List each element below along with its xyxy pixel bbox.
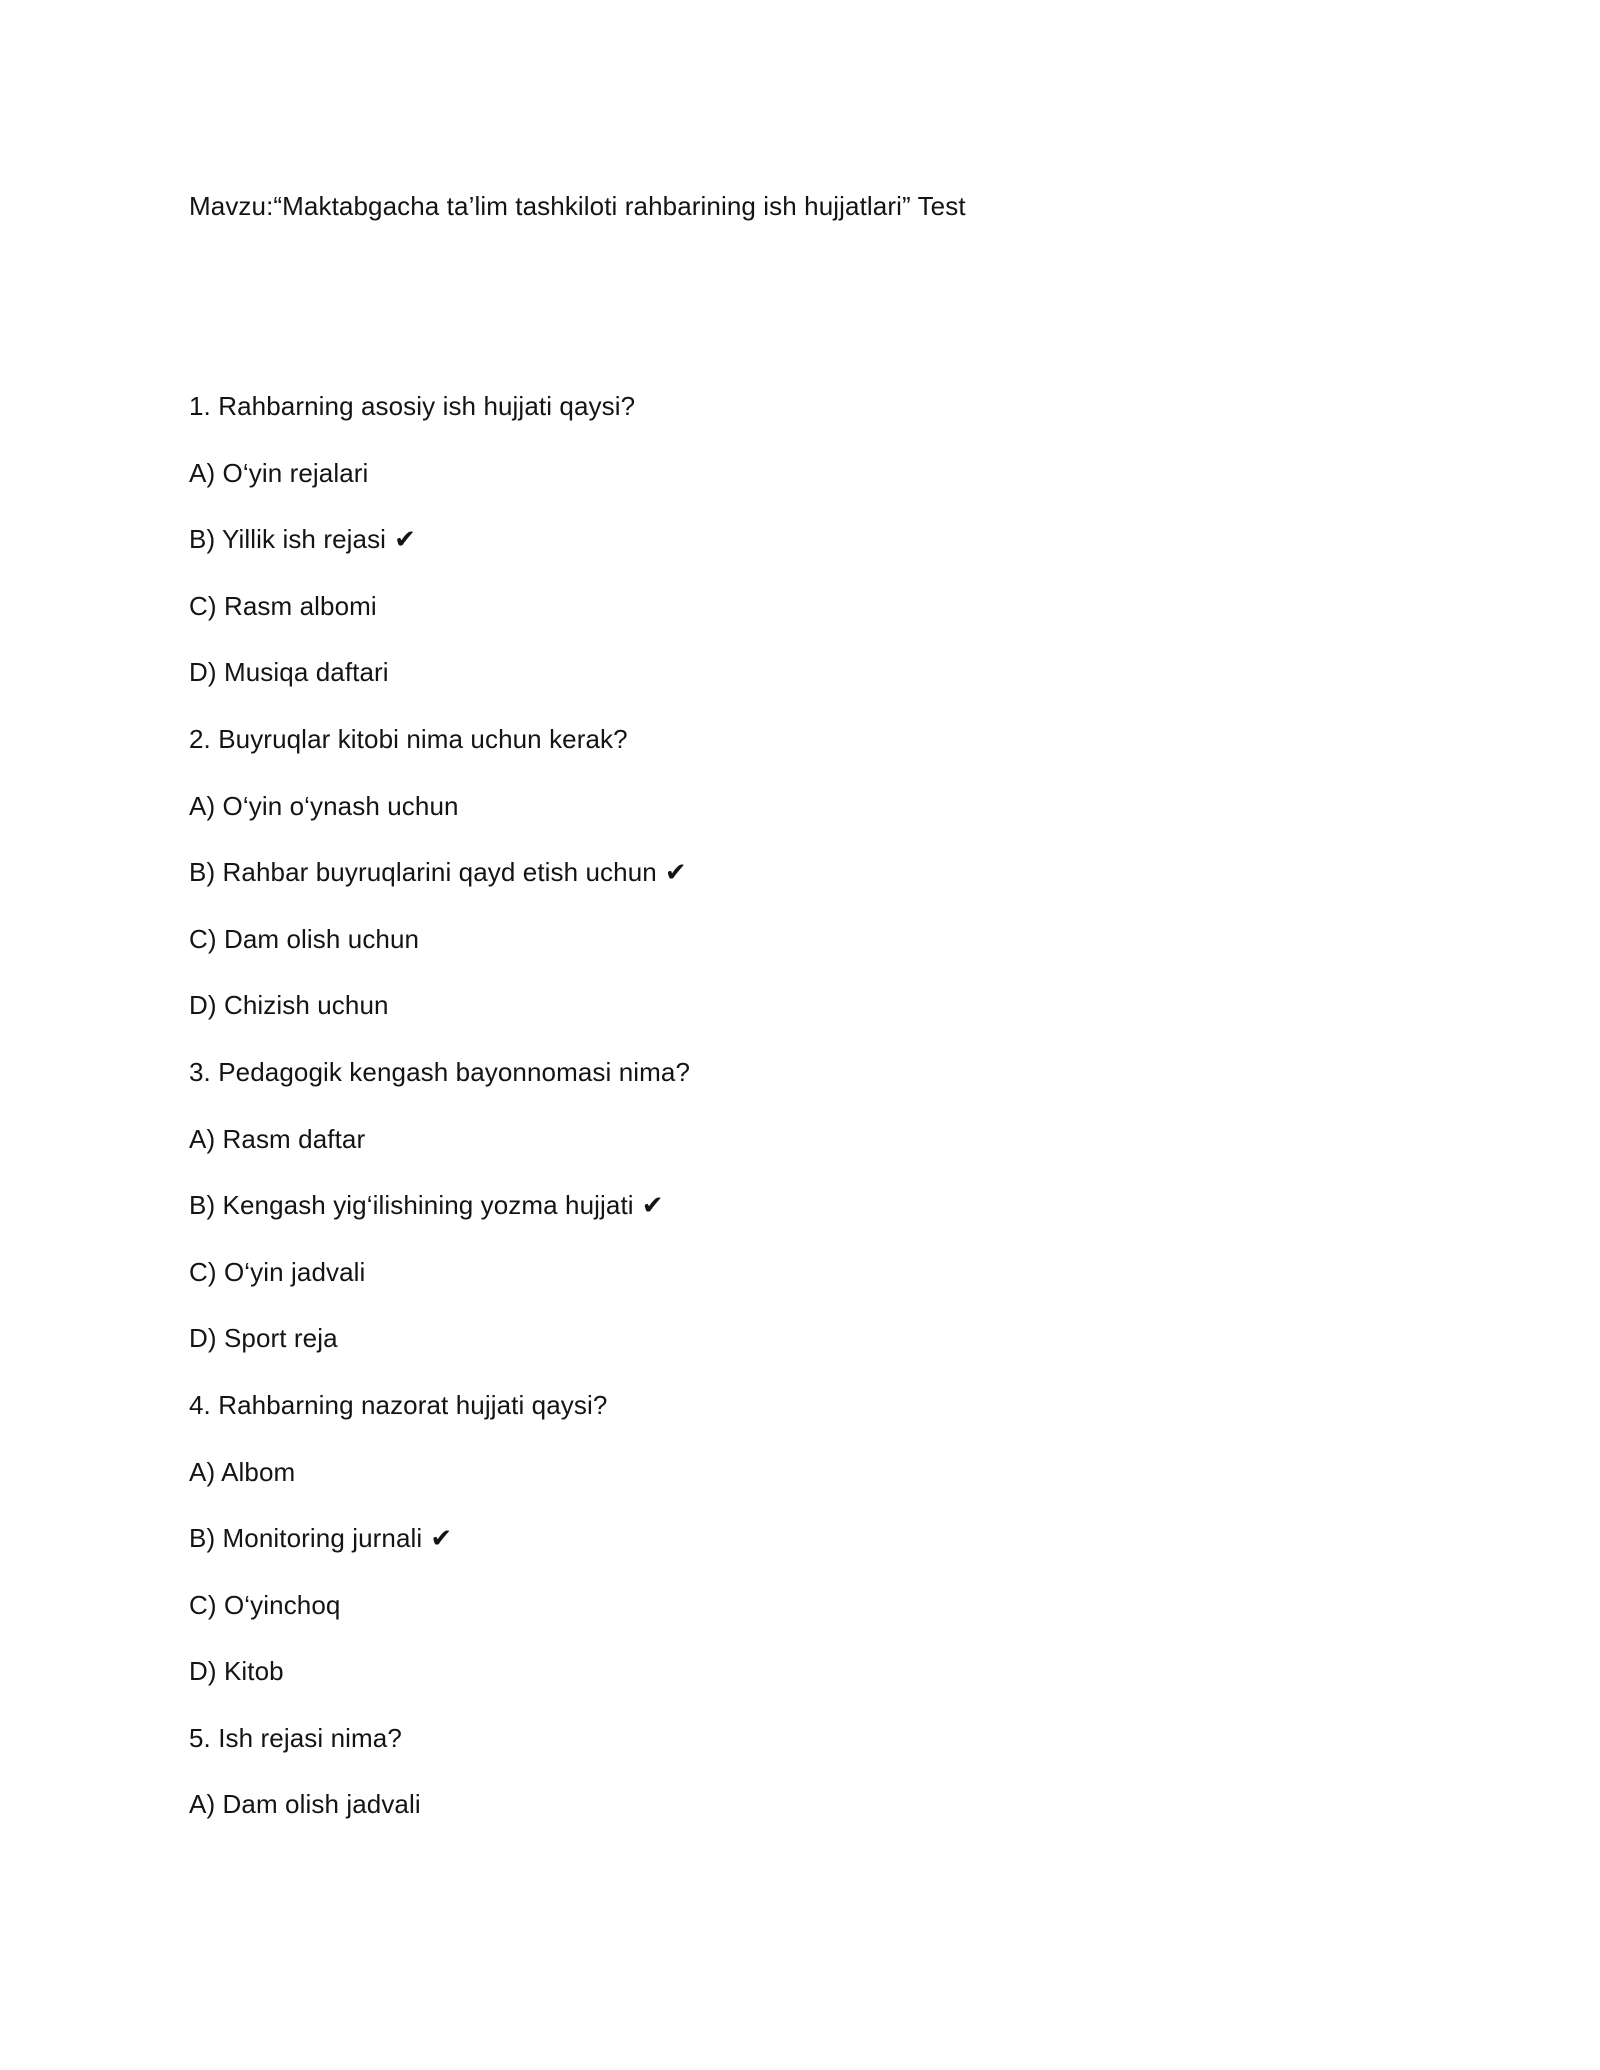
answer-line [189,521,1409,588]
answer-text: A) O‘yin rejalari [189,457,369,488]
answer-text: C) Dam olish uchun [189,923,420,954]
answer-line [189,987,1409,1054]
question-line [189,388,1409,455]
question-line [189,1387,1409,1454]
answer-text: D) Musiqa daftari [189,657,389,688]
question-line [189,721,1409,788]
answer-text: B) Yillik ish rejasi [189,524,387,555]
answer-line [189,654,1409,721]
answer-text: A) Albom [189,1456,296,1487]
answer-line [189,1520,1409,1587]
answer-line [189,455,1409,522]
answer-line [189,588,1409,655]
answer-line [189,921,1409,988]
answer-line [189,1587,1409,1654]
answer-line [189,1254,1409,1321]
question-text: 1. Rahbarning asosiy ish hujjati qaysi? [189,391,636,421]
answer-text: C) O‘yinchoq [189,1589,341,1620]
answer-line [189,1653,1409,1720]
answer-text: B) Kengash yig‘ilishining yozma hujjati [189,1190,634,1221]
check-mark-icon: ✔ [664,857,687,888]
answer-line [189,788,1409,855]
question-text: 2. Buyruqlar kitobi nima uchun kerak? [189,723,628,754]
answer-line [189,1187,1409,1254]
answer-text: B) Monitoring jurnali [189,1523,423,1554]
answer-line [189,854,1409,921]
answer-text: C) O‘yin jadvali [189,1256,366,1287]
answer-line [189,1786,1409,1853]
answer-line [189,1454,1409,1521]
check-mark-icon: ✔ [394,524,416,555]
answer-text: A) Rasm daftar [189,1123,366,1154]
answer-text: C) Rasm albomi [189,590,377,621]
answer-text: A) Dam olish jadvali [189,1789,421,1820]
answer-text: D) Sport reja [189,1323,338,1354]
question-line [189,1054,1409,1121]
answer-text: B) Rahbar buyruqlarini qayd etish uchun [189,857,657,888]
question-text: 4. Rahbarning nazorat hujjati qaysi? [189,1389,608,1420]
answer-line [189,1320,1409,1387]
check-mark-icon: ✔ [641,1190,664,1221]
answer-text: A) O‘yin o‘ynash uchun [189,790,459,821]
test-items [189,388,1409,1853]
question-line [189,1720,1409,1787]
question-text: 3. Pedagogik kengash bayonnomasi nima? [189,1056,691,1087]
answer-line [189,1121,1409,1188]
document-title: Mavzu:“Maktabgacha ta’lim tashkiloti rahbarining ish hujjatlari” Test [189,191,966,221]
answer-text: D) Kitob [189,1656,284,1687]
question-text: 5. Ish rejasi nima? [189,1722,402,1753]
check-mark-icon: ✔ [430,1523,453,1554]
answer-text: D) Chizish uchun [189,990,389,1021]
